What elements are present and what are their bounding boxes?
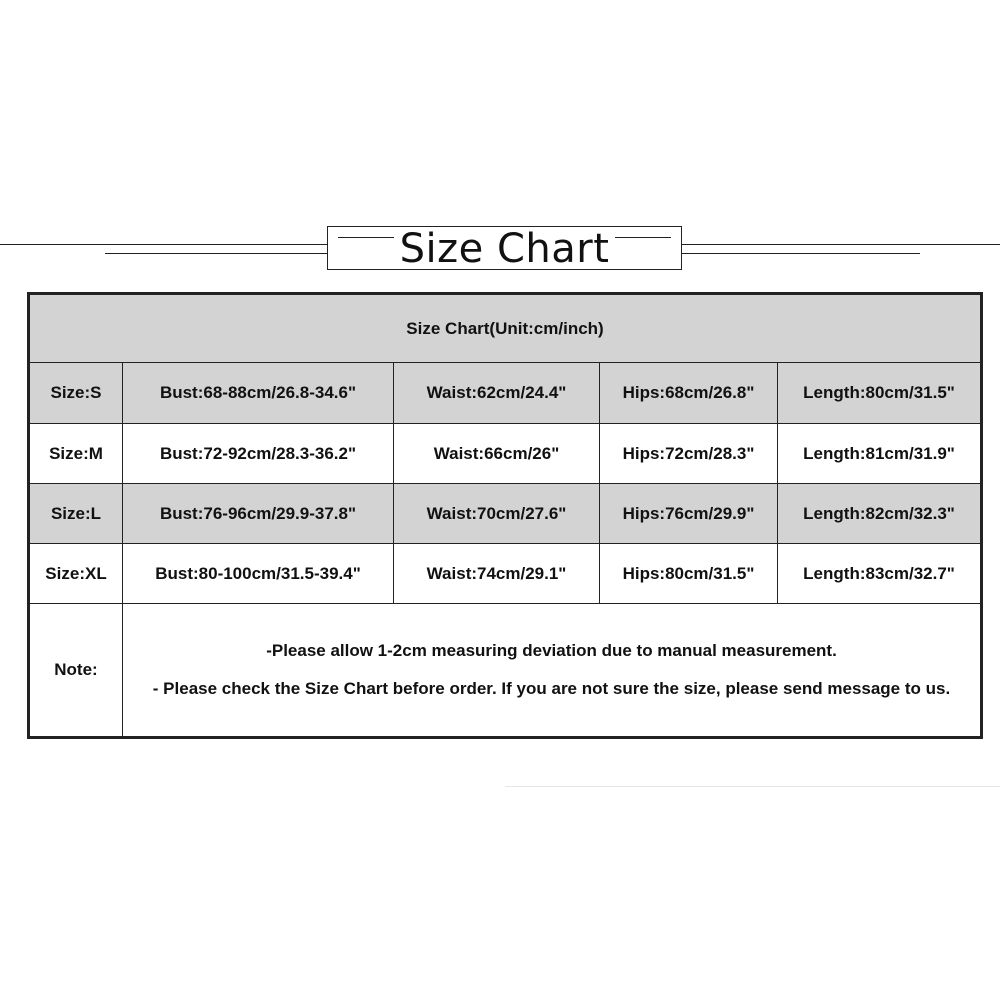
page-title-wrap	[328, 226, 681, 272]
hips-cell: Hips:76cm/29.9"	[600, 484, 778, 544]
title-frame	[327, 226, 682, 270]
title-rule-left-inner	[105, 253, 327, 254]
table-row	[29, 544, 982, 604]
size-table	[27, 292, 983, 739]
bust-cell: Bust:72-92cm/28.3-36.2"	[123, 424, 394, 484]
waist-cell: Waist:74cm/29.1"	[394, 544, 600, 604]
length-cell: Length:81cm/31.9"	[778, 424, 982, 484]
faint-divider	[505, 786, 1000, 787]
waist-cell: Waist:66cm/26"	[394, 424, 600, 484]
length-cell: Length:80cm/31.5"	[778, 363, 982, 424]
table-row	[29, 424, 982, 484]
note-label: Note:	[29, 604, 123, 738]
title-rule-right-outer	[682, 244, 1000, 245]
table-header: Size Chart(Unit:cm/inch)	[29, 294, 982, 363]
title-rule-left-outer	[0, 244, 327, 245]
size-cell: Size:XL	[29, 544, 123, 604]
bust-cell: Bust:68-88cm/26.8-34.6"	[123, 363, 394, 424]
length-cell: Length:82cm/32.3"	[778, 484, 982, 544]
note-line-2: - Please check the Size Chart before order. If you are not sure the size, please send message to us.	[152, 679, 951, 698]
title-rule-right-inner	[682, 253, 920, 254]
bust-cell: Bust:76-96cm/29.9-37.8"	[123, 484, 394, 544]
waist-cell: Waist:70cm/27.6"	[394, 484, 600, 544]
note-content	[123, 604, 982, 738]
waist-cell: Waist:62cm/24.4"	[394, 363, 600, 424]
table-row	[29, 363, 982, 424]
size-cell: Size:L	[29, 484, 123, 544]
note-row	[29, 604, 982, 738]
hips-cell: Hips:68cm/26.8"	[600, 363, 778, 424]
size-cell: Size:S	[29, 363, 123, 424]
page-title: Size Chart	[394, 229, 616, 269]
length-cell: Length:83cm/32.7"	[778, 544, 982, 604]
hips-cell: Hips:80cm/31.5"	[600, 544, 778, 604]
size-cell: Size:M	[29, 424, 123, 484]
hips-cell: Hips:72cm/28.3"	[600, 424, 778, 484]
table-row	[29, 484, 982, 544]
table-header-row	[29, 294, 982, 363]
note-line-1: -Please allow 1-2cm measuring deviation due to manual measurement.	[266, 641, 837, 660]
bust-cell: Bust:80-100cm/31.5-39.4"	[123, 544, 394, 604]
